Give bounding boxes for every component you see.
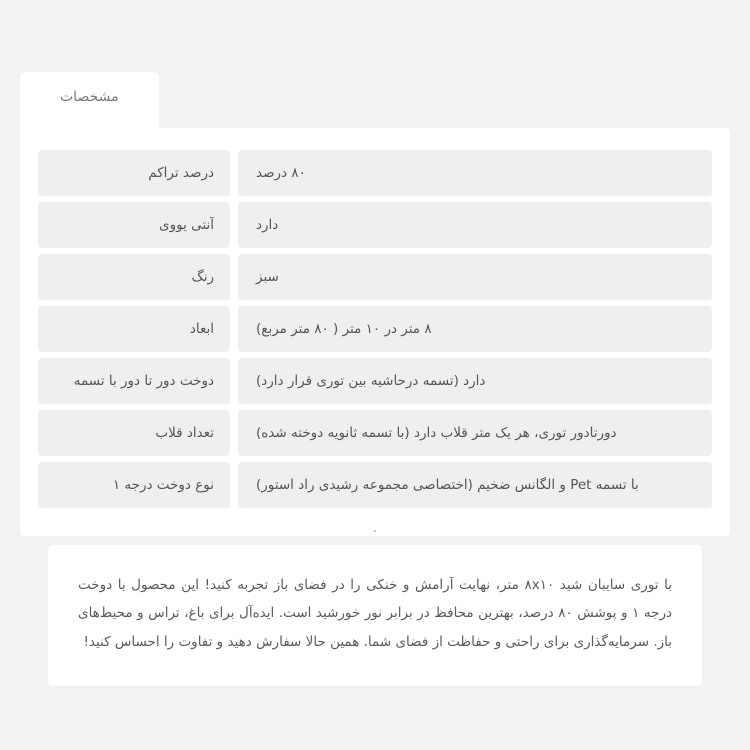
- spec-value: با تسمه Pet و الگانس ضخیم (اختصاصی مجموعه رشیدی راد استور): [238, 462, 712, 508]
- spec-value: دارد (تسمه درحاشیه بین توری قرار دارد): [238, 358, 712, 404]
- spec-value: دورتادور توری، هر یک متر قلاب دارد (با تسمه ثانویه دوخته شده): [238, 410, 712, 456]
- spec-label: درصد تراکم: [38, 150, 230, 196]
- table-row: [38, 254, 712, 300]
- table-row: [38, 462, 712, 508]
- description-card: [48, 545, 702, 686]
- spec-label: آنتی یووی: [38, 202, 230, 248]
- spec-value: ۸ متر در ۱۰ متر ( ۸۰ متر مربع): [238, 306, 712, 352]
- table-row: [38, 358, 712, 404]
- spec-label: دوخت دور تا دور با تسمه: [38, 358, 230, 404]
- table-row: [38, 202, 712, 248]
- dot-separator: .: [372, 521, 378, 536]
- table-row: [38, 150, 712, 196]
- spec-value: سبز: [238, 254, 712, 300]
- table-row: [38, 306, 712, 352]
- spec-label: ابعاد: [38, 306, 230, 352]
- tab-strip: [20, 72, 730, 130]
- tab-specifications[interactable]: مشخصات: [20, 72, 159, 130]
- spec-label: رنگ: [38, 254, 230, 300]
- spec-value: دارد: [238, 202, 712, 248]
- spec-value: ۸۰ درصد: [238, 150, 712, 196]
- table-row: [38, 410, 712, 456]
- description-text: با توری سایبان شید ۸x۱۰ متر، نهایت آرامش و خنکی را در فضای باز تجربه کنید! این محصول با دوخت درجه ۱ و پوشش ۸۰ درصد، بهترین محافظ در برابر نور خورشید است. ایده‌آل برای باغ، تراس و محیط‌های باز. سرمایه‌گذاری برای راحتی و حفاظت از فضای شما. همین حالا سفارش دهید و تفاوت را احساس کنید!: [78, 577, 673, 650]
- specifications-card: [20, 128, 730, 536]
- spec-label: نوع دوخت درجه ۱: [38, 462, 230, 508]
- spec-label: تعداد قلاب: [38, 410, 230, 456]
